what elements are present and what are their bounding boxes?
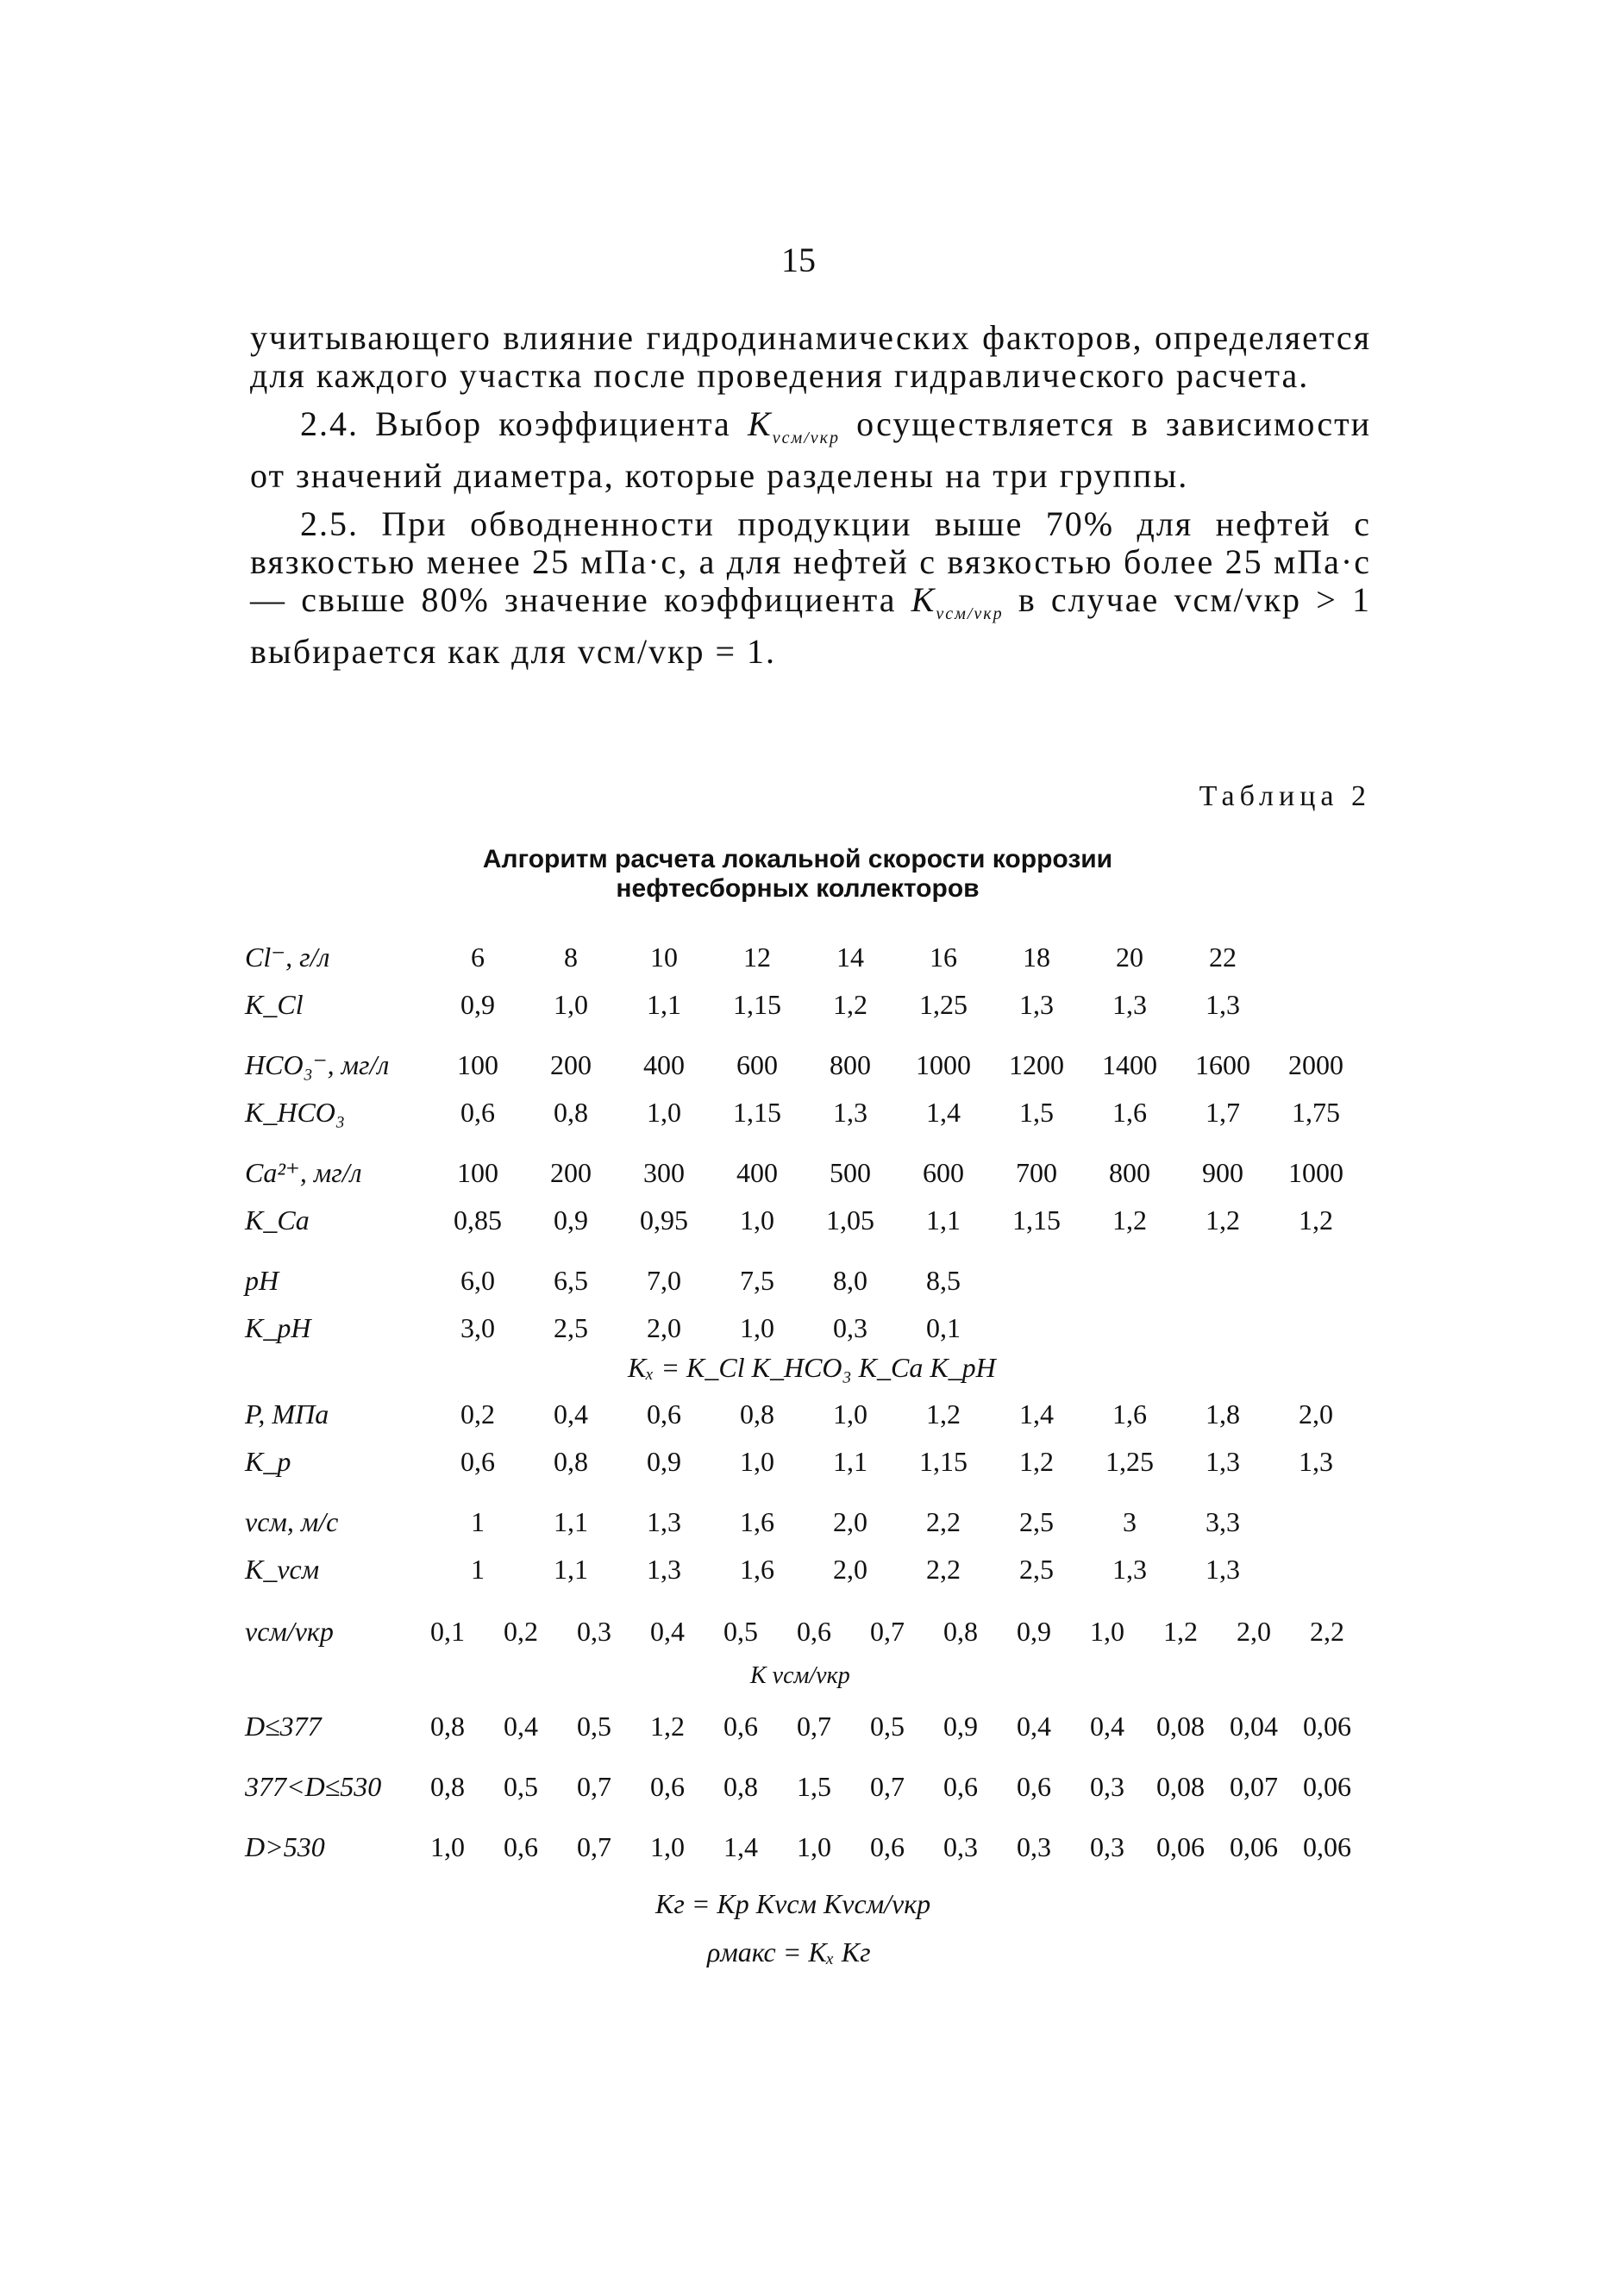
table-cell: 0,06 (1230, 1831, 1278, 1862)
row-label: vсм, м/с (245, 1506, 339, 1537)
table-cell: 0,6 (460, 1446, 495, 1477)
table-cell: 1,15 (733, 1097, 781, 1128)
table-cell: 0,9 (1017, 1616, 1051, 1647)
table-cell: 3,0 (460, 1312, 495, 1343)
table-cell: 0,6 (797, 1616, 831, 1647)
table-cell: 7,5 (740, 1265, 774, 1296)
table-cell: 6 (471, 942, 485, 973)
table-cell: 0,3 (943, 1831, 978, 1862)
table-cell: 1,1 (926, 1204, 961, 1236)
table-cell: 0,7 (870, 1616, 905, 1647)
table-cell: 1,6 (1112, 1398, 1147, 1430)
table-cell: 1,4 (1019, 1398, 1054, 1430)
table-cell: 0,9 (647, 1446, 681, 1477)
table-cell: 1,6 (740, 1506, 774, 1537)
table-label: Таблица 2 (1199, 780, 1371, 812)
table-cell: 0,95 (640, 1204, 688, 1236)
table-cell: 1,7 (1206, 1097, 1240, 1128)
table-cell: 0,6 (870, 1831, 905, 1862)
table-cell: 0,6 (1017, 1771, 1051, 1802)
row-label: Cl⁻, г/л (245, 942, 330, 973)
table-cell: 0,3 (1090, 1831, 1124, 1862)
table-cell: 2,0 (1237, 1616, 1271, 1647)
table-cell: 100 (457, 1157, 498, 1188)
table-cell: 0,4 (650, 1616, 685, 1647)
table-cell: 0,3 (833, 1312, 867, 1343)
paragraph-3: 2.5. При обводненности продукции выше 70% для нефтей с вязкостью менее 25 мПа·с, а для нефтей с вязкостью более 25 мПа·с — свыше 80% значение коэффициента $K_{vсм/vкр}$ в случае vсм/vкр > 1 выбирается как для vсм/vкр = 1. (250, 504, 1371, 671)
row-label: K_Ca (245, 1204, 310, 1236)
table-cell: 1200 (1009, 1049, 1064, 1080)
table-cell: 400 (643, 1049, 685, 1080)
table-cell: 0,08 (1156, 1771, 1205, 1802)
table-cell: 1,4 (926, 1097, 961, 1128)
table-cell: 1,0 (740, 1312, 774, 1343)
table-cell: 0,7 (577, 1771, 611, 1802)
table-cell: 1,3 (1019, 989, 1054, 1020)
table-cell: 0,04 (1230, 1711, 1278, 1742)
table-cell: 2,0 (647, 1312, 681, 1343)
row-label: K_HCO₃ (245, 1097, 346, 1128)
ratio-k-label: K vсм/vкр (750, 1662, 850, 1689)
row-label: K_pH (245, 1312, 311, 1343)
table-cell: 0,9 (943, 1711, 978, 1742)
table-cell: 1,0 (1090, 1616, 1124, 1647)
table-cell: 3,3 (1206, 1506, 1240, 1537)
table-cell: 200 (550, 1049, 592, 1080)
row-label: K_p (245, 1446, 291, 1477)
table-cell: 2,0 (1299, 1398, 1333, 1430)
table-cell: 0,1 (926, 1312, 961, 1343)
table-cell: 1,0 (740, 1204, 774, 1236)
table-cell: 800 (830, 1049, 871, 1080)
table-cell: 0,8 (554, 1446, 588, 1477)
table-cell: 1,15 (919, 1446, 968, 1477)
table-cell: 500 (830, 1157, 871, 1188)
table-cell: 0,08 (1156, 1711, 1205, 1742)
table-cell: 100 (457, 1049, 498, 1080)
table-cell: 1,1 (833, 1446, 867, 1477)
table-cell: 0,06 (1303, 1831, 1351, 1862)
row-label: P, МПа (245, 1398, 329, 1430)
table-cell: 1,15 (1012, 1204, 1061, 1236)
table-cell: 1600 (1195, 1049, 1250, 1080)
table-cell: 2,2 (926, 1554, 961, 1585)
table-cell: 0,7 (577, 1831, 611, 1862)
table-cell: 0,6 (647, 1398, 681, 1430)
table-cell: 600 (736, 1049, 778, 1080)
table-cell: 1,2 (1163, 1616, 1198, 1647)
table-cell: 0,4 (554, 1398, 588, 1430)
table-cell: 700 (1016, 1157, 1057, 1188)
table-cell: 12 (743, 942, 771, 973)
table-cell: 1,3 (833, 1097, 867, 1128)
table-cell: 10 (650, 942, 678, 973)
table-cell: 1,2 (1112, 1204, 1147, 1236)
table-cell: 8,0 (833, 1265, 867, 1296)
table-cell: 0,06 (1303, 1711, 1351, 1742)
table-cell: 1,3 (1206, 1554, 1240, 1585)
table-cell: 0,9 (554, 1204, 588, 1236)
row-label: HCO₃⁻, мг/л (245, 1049, 390, 1080)
formula-kr: Kг = Kр Kvсм Kvсм/vкр (655, 1888, 931, 1919)
table-cell: 1,0 (554, 989, 588, 1020)
table-cell: 600 (923, 1157, 964, 1188)
table-cell: 0,06 (1156, 1831, 1205, 1862)
table-cell: 0,3 (1017, 1831, 1051, 1862)
table-cell: 1,3 (1112, 989, 1147, 1020)
table-cell: 1,3 (1299, 1446, 1333, 1477)
table-cell: 1,0 (740, 1446, 774, 1477)
row-label: Ca²⁺, мг/л (245, 1157, 362, 1188)
table-cell: 1,1 (554, 1554, 588, 1585)
table-cell: 0,7 (870, 1771, 905, 1802)
table-cell: 0,2 (504, 1616, 538, 1647)
table-cell: 0,1 (430, 1616, 465, 1647)
table-cell: 1,75 (1292, 1097, 1340, 1128)
table-cell: 0,8 (943, 1616, 978, 1647)
page-number: 15 (781, 241, 816, 279)
table-cell: 1,3 (647, 1554, 681, 1585)
table-cell: 1,5 (1019, 1097, 1054, 1128)
table-cell: 1000 (1288, 1157, 1343, 1188)
table-cell: 0,8 (740, 1398, 774, 1430)
table-cell: 0,4 (1090, 1711, 1124, 1742)
table-cell: 0,8 (723, 1771, 758, 1802)
table-title: Алгоритм расчета локальной скорости коррозии нефтесборных коллекторов (482, 845, 1113, 903)
table-cell: 1,05 (826, 1204, 874, 1236)
table-cell: 2,5 (1019, 1506, 1054, 1537)
table-cell: 0,9 (460, 989, 495, 1020)
row-label: K_vсм (245, 1554, 320, 1585)
table-cell: 1,2 (1019, 1446, 1054, 1477)
table-cell: 0,2 (460, 1398, 495, 1430)
table-cell: 2000 (1288, 1049, 1343, 1080)
table-cell: 0,85 (454, 1204, 502, 1236)
table-cell: 1,2 (650, 1711, 685, 1742)
table-cell: 6,5 (554, 1265, 588, 1296)
table-cell: 2,0 (833, 1554, 867, 1585)
table-cell: 1,6 (1112, 1097, 1147, 1128)
table-cell: 1,4 (723, 1831, 758, 1862)
table-cell: 1,0 (650, 1831, 685, 1862)
table-cell: 16 (930, 942, 957, 973)
body-text (250, 319, 1371, 681)
paragraph-2: 2.4. Выбор коэффициента $K_{vсм/vкр}$ осуществляется в зависимости от значений диаметра, которые разделены на три группы. (250, 404, 1371, 495)
row-label: vсм/vкр (245, 1616, 334, 1647)
table-cell: 0,8 (430, 1711, 465, 1742)
table-cell: 8 (564, 942, 578, 973)
table-cell: 1400 (1102, 1049, 1157, 1080)
table-cell: 1,1 (554, 1506, 588, 1537)
table-cell: 7,0 (647, 1265, 681, 1296)
table-cell: 800 (1109, 1157, 1150, 1188)
table-cell: 1,5 (797, 1771, 831, 1802)
table-cell: 1,0 (430, 1831, 465, 1862)
table-cell: 1,3 (1112, 1554, 1147, 1585)
table-cell: 1,2 (833, 989, 867, 1020)
formula-pmax: ρмакс = Kₓ Kг (707, 1936, 871, 1968)
table-cell: 1,15 (733, 989, 781, 1020)
table-cell: 0,3 (1090, 1771, 1124, 1802)
table-cell: 20 (1116, 942, 1143, 973)
table-cell: 1 (471, 1554, 485, 1585)
table-cell: 1,0 (647, 1097, 681, 1128)
row-label: K_Cl (245, 989, 304, 1020)
table-cell: 0,6 (460, 1097, 495, 1128)
table-cell: 0,06 (1303, 1771, 1351, 1802)
table-cell: 0,8 (554, 1097, 588, 1128)
table-cell: 1 (471, 1506, 485, 1537)
row-label: D≤377 (245, 1711, 322, 1742)
table-cell: 200 (550, 1157, 592, 1188)
table-cell: 1,25 (1105, 1446, 1154, 1477)
table-cell: 0,6 (650, 1771, 685, 1802)
table-cell: 3 (1123, 1506, 1137, 1537)
table-cell: 2,5 (1019, 1554, 1054, 1585)
table-cell: 1000 (916, 1049, 971, 1080)
table-cell: 1,1 (647, 989, 681, 1020)
table-cell: 8,5 (926, 1265, 961, 1296)
table-cell: 900 (1202, 1157, 1243, 1188)
table-cell: 300 (643, 1157, 685, 1188)
table-cell: 1,25 (919, 989, 968, 1020)
table-cell: 0,5 (723, 1616, 758, 1647)
table-cell: 1,8 (1206, 1398, 1240, 1430)
table-cell: 1,0 (797, 1831, 831, 1862)
table-cell: 2,2 (1310, 1616, 1344, 1647)
table-cell: 1,2 (1299, 1204, 1333, 1236)
row-label: D>530 (245, 1831, 325, 1862)
table-cell: 0,6 (943, 1771, 978, 1802)
table-cell: 0,4 (504, 1711, 538, 1742)
table-cell: 0,5 (504, 1771, 538, 1802)
table-cell: 2,5 (554, 1312, 588, 1343)
table-cell: 1,6 (740, 1554, 774, 1585)
table-cell: 400 (736, 1157, 778, 1188)
table-cell: 18 (1023, 942, 1050, 973)
table-cell: 0,8 (430, 1771, 465, 1802)
row-label: 377<D≤530 (245, 1771, 382, 1802)
table-cell: 0,6 (504, 1831, 538, 1862)
row-label: pH (245, 1265, 279, 1296)
table-cell: 1,3 (1206, 989, 1240, 1020)
table-cell: 6,0 (460, 1265, 495, 1296)
table-cell: 2,0 (833, 1506, 867, 1537)
table-cell: 1,2 (926, 1398, 961, 1430)
table-cell: 0,6 (723, 1711, 758, 1742)
table-cell: 0,5 (577, 1711, 611, 1742)
table-cell: 22 (1209, 942, 1237, 973)
table-cell: 0,5 (870, 1711, 905, 1742)
table-cell: 2,2 (926, 1506, 961, 1537)
table-cell: 0,3 (577, 1616, 611, 1647)
table-cell: 0,4 (1017, 1711, 1051, 1742)
formula-kx: Kₓ = K_Cl K_HCO₃ K_Ca K_pH (628, 1352, 996, 1383)
paragraph-1: учитывающего влияние гидродинамических факторов, определяется для каждого участка после проведения гидравлического расчета. (250, 318, 1371, 395)
table-cell: 0,7 (797, 1711, 831, 1742)
table-cell: 1,3 (1206, 1446, 1240, 1477)
table-cell: 0,07 (1230, 1771, 1278, 1802)
table-cell: 1,3 (647, 1506, 681, 1537)
table-cell: 1,0 (833, 1398, 867, 1430)
table-cell: 14 (836, 942, 864, 973)
table-cell: 1,2 (1206, 1204, 1240, 1236)
